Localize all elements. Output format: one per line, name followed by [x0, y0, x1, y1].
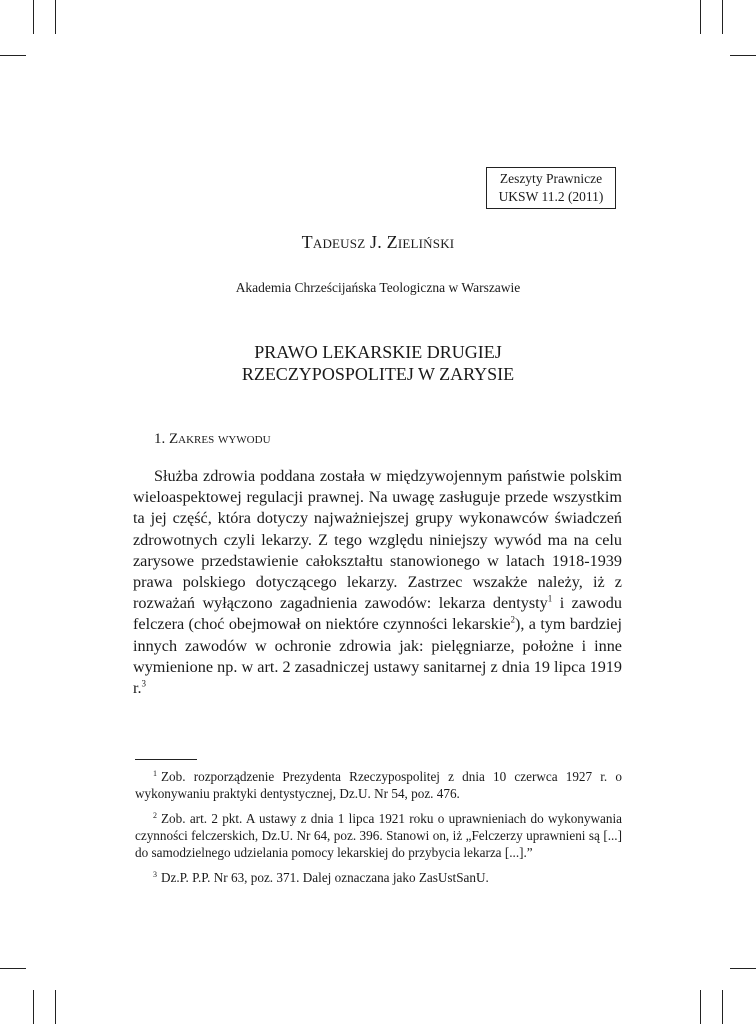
paragraph-text-3: ), a tym bardziej innych zawodów w ochronie zdrowia jak: pielęgniarze, położne i inne wymienione np. w art. 2 zasadniczej ustawy sanitarnej z dnia 19 lipca 1919 r.	[133, 615, 622, 698]
footnote-ref[interactable]: 3	[141, 678, 147, 689]
journal-issue: UKSW 11.2 (2011)	[498, 189, 604, 204]
section-number: 1.	[154, 431, 166, 447]
crop-mark	[0, 968, 26, 969]
footnote	[135, 768, 622, 802]
footnote-number: 3	[153, 869, 157, 879]
footnote-number: 1	[153, 768, 157, 778]
crop-mark	[730, 968, 756, 969]
crop-mark	[730, 55, 756, 56]
author-name: Tadeusz J. Zieliński	[301, 232, 455, 252]
paragraph-text-1: Służba zdrowia poddana została w międzywojennym państwie polskim wieloaspektowej regulacji prawnej. Na uwagę zasługuje przede wszystkim ta jej część, która dotyczy najważniejszej grupy wykonawców świadczeń zdrowotnych czyli lekarzy. Z tego względu niniejszy wywód ma na celu zarysowe przedstawienie całokształtu stanowionego w latach 1918-1939 prawa polskiego dotyczącego lekarzy. Zastrzec wszakże należy, iż z rozważań wyłączono zagadnienia zawodów: lekarza dentysty	[133, 467, 622, 613]
footnote-text: Dz.P. P.P. Nr 63, poz. 371. Dalej oznaczana jako ZasUstSanU.	[161, 870, 489, 885]
paragraph	[133, 466, 622, 699]
crop-mark	[33, 0, 34, 34]
footnote-separator	[135, 759, 197, 760]
section-title: Zakres wywodu	[169, 431, 271, 447]
footnote-text: Zob. rozporządzenie Prezydenta Rzeczypospolitej z dnia 10 czerwca 1927 r. o wykonywaniu praktyki dentystycznej, Dz.U. Nr 54, poz. 476.	[135, 769, 622, 801]
footnote-ref[interactable]: 2	[510, 615, 516, 626]
article-title-line-2: RZECZYPOSPOLITEJ W ZARYSIE	[241, 364, 515, 384]
footnotes	[135, 768, 622, 894]
crop-mark	[722, 0, 723, 34]
crop-mark	[55, 990, 56, 1024]
body-text	[133, 466, 622, 699]
crop-mark	[33, 990, 34, 1024]
author-affiliation: Akademia Chrześcijańska Teologiczna w Warszawie	[235, 280, 521, 295]
footnote-ref[interactable]: 1	[547, 593, 553, 604]
crop-mark	[700, 0, 701, 34]
article-title	[0, 341, 756, 385]
footnote	[135, 869, 622, 886]
footnote-number: 2	[153, 810, 157, 820]
footnote	[135, 810, 622, 861]
crop-mark	[700, 990, 701, 1024]
journal-name: Zeszyty Prawnicze	[499, 171, 603, 186]
crop-mark	[0, 55, 26, 56]
crop-mark	[55, 0, 56, 34]
section-heading	[154, 431, 271, 448]
journal-label-box	[486, 167, 616, 209]
footnote-text: Zob. art. 2 pkt. A ustawy z dnia 1 lipca 1921 roku o uprawnieniach do wykonywania czynności felczerskich, Dz.U. Nr 64, poz. 396. Stanowi on, iż „Felczerzy uprawnieni są [...] do samodzielnego udzielania pomocy lekarskiej do przybycia lekarza [...].”	[135, 811, 622, 860]
crop-mark	[722, 990, 723, 1024]
article-title-line-1: PRAWO LEKARSKIE DRUGIEJ	[254, 342, 502, 362]
paragraph-text-2: i zawodu felczera (choć obejmował on niektóre czynności lekarskie	[133, 594, 622, 634]
